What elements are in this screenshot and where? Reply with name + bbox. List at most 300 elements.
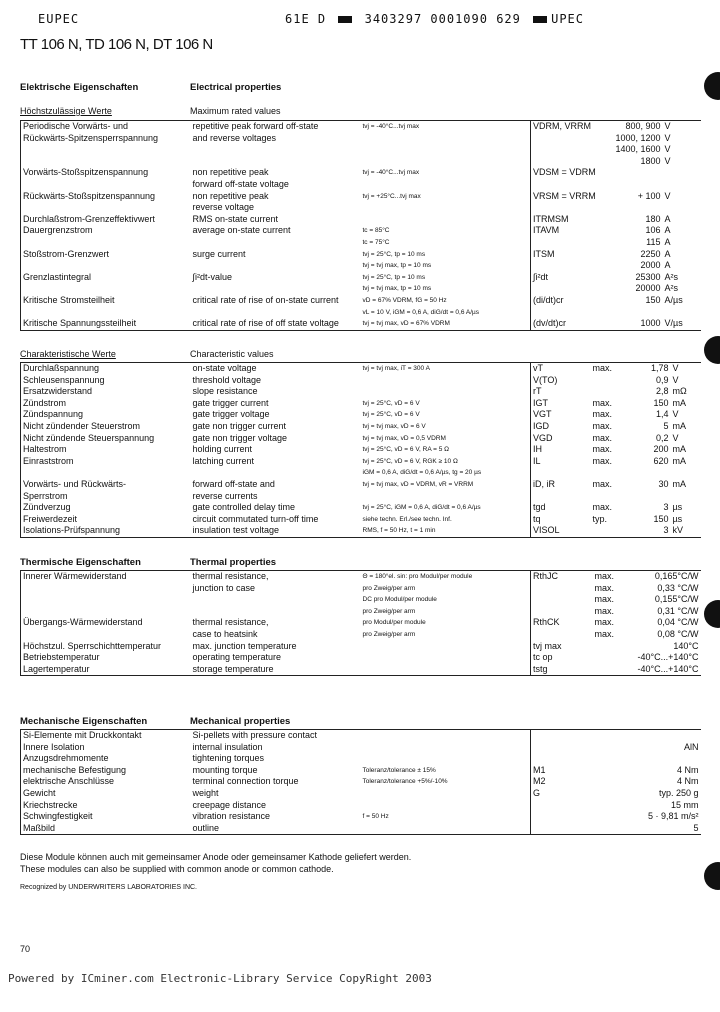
table-cell: (di/dt)cr bbox=[531, 295, 601, 307]
table-cell: V bbox=[672, 432, 679, 443]
table-row bbox=[21, 753, 701, 765]
table-cell bbox=[593, 652, 629, 664]
punch-hole-lower bbox=[704, 600, 720, 628]
black-block-mark bbox=[338, 16, 352, 23]
table-cell bbox=[601, 167, 663, 179]
table-cell: Zündspannung bbox=[21, 409, 191, 421]
punch-hole-bottom bbox=[704, 862, 720, 890]
table-cell bbox=[531, 202, 601, 214]
table-cell: tstg bbox=[531, 664, 593, 676]
table-cell bbox=[531, 629, 593, 641]
table-cell: 5 bbox=[663, 420, 669, 431]
table-row bbox=[21, 594, 701, 606]
table-cell: and reverse voltages bbox=[192, 132, 277, 143]
table-cell bbox=[531, 606, 593, 618]
table-cell bbox=[631, 467, 671, 479]
table-cell bbox=[21, 307, 191, 319]
table-cell: 150 bbox=[653, 513, 669, 524]
table-cell bbox=[531, 753, 601, 765]
table-cell bbox=[531, 144, 601, 156]
table-row bbox=[21, 776, 701, 788]
table-cell: Toleranz/tolerance ± 15% bbox=[362, 766, 436, 774]
table-cell bbox=[601, 202, 663, 214]
table-cell bbox=[361, 742, 531, 754]
table-cell: 3 bbox=[631, 525, 671, 537]
table-cell bbox=[663, 307, 701, 319]
table-row bbox=[21, 318, 701, 330]
table-cell: -40°C...+140°C bbox=[637, 652, 699, 663]
table-cell: elektrische Anschlüsse bbox=[21, 776, 191, 788]
table-cell: Grenzlastintegral bbox=[21, 272, 191, 284]
table-cell: V bbox=[664, 144, 671, 155]
table-cell bbox=[531, 583, 593, 595]
table-cell: IGD bbox=[531, 421, 591, 433]
table-cell: tvj = 25°C, tp = 10 ms bbox=[362, 250, 426, 258]
table-cell: Betriebstemperatur bbox=[21, 652, 191, 664]
table-cell: 2000 bbox=[640, 260, 661, 271]
table-cell: gate non trigger current bbox=[192, 420, 287, 431]
table-cell: M1 bbox=[531, 765, 601, 777]
table-row bbox=[21, 606, 701, 618]
table-row bbox=[21, 571, 701, 583]
table-cell bbox=[361, 156, 531, 168]
table-cell: 2,8 bbox=[655, 386, 669, 397]
table-row bbox=[21, 444, 701, 456]
table-cell: tc op bbox=[531, 652, 593, 664]
max-values-heading-en: Maximum rated values bbox=[190, 106, 281, 116]
table-cell: tvj = tvj max, vD = VDRM, vR = VRRM bbox=[362, 480, 474, 488]
table-cell: Höchstzul. Sperrschichttemperatur bbox=[21, 641, 191, 653]
table-cell: ITSM bbox=[531, 249, 601, 261]
mechanical-heading-en: Mechanical properties bbox=[190, 716, 291, 727]
table-cell: ITAVM bbox=[531, 225, 601, 237]
table-cell: V bbox=[672, 409, 679, 420]
table-cell: Gewicht bbox=[21, 788, 191, 800]
table-cell: Periodische Vorwärts- und bbox=[21, 121, 191, 133]
table-cell bbox=[593, 641, 629, 653]
table-cell bbox=[361, 144, 531, 156]
mechanical-table bbox=[20, 729, 701, 835]
table-cell: Vorwärts- und Rückwärts- bbox=[21, 479, 191, 491]
table-cell bbox=[671, 467, 701, 479]
table-cell: ∫i²dt-value bbox=[192, 271, 232, 282]
code-left: 61E D bbox=[285, 12, 327, 26]
table-cell bbox=[531, 467, 591, 479]
table-cell: 1800 bbox=[640, 155, 661, 166]
table-cell: µs bbox=[672, 513, 683, 524]
table-cell: max. bbox=[594, 628, 615, 639]
table-cell: f = 50 Hz bbox=[362, 813, 389, 821]
code-mid: 3403297 0001090 629 bbox=[364, 12, 521, 26]
table-cell bbox=[361, 375, 531, 387]
table-cell: Schleusenspannung bbox=[21, 375, 191, 387]
table-cell bbox=[663, 167, 701, 179]
table-cell bbox=[361, 753, 531, 765]
table-row bbox=[21, 133, 701, 145]
table-cell: 0,08 °C/W bbox=[657, 628, 699, 639]
table-cell: 115 bbox=[646, 236, 661, 247]
table-cell bbox=[361, 652, 531, 664]
table-cell: 25300 bbox=[635, 271, 661, 282]
page-title: TT 106 N, TD 106 N, DT 106 N bbox=[20, 36, 213, 53]
table-cell: A bbox=[664, 213, 671, 224]
table-cell: Kriechstrecke bbox=[21, 800, 191, 812]
table-cell: mA bbox=[672, 420, 686, 431]
table-cell: mA bbox=[672, 478, 686, 489]
table-cell: Freiwerdezeit bbox=[21, 514, 191, 526]
table-row bbox=[21, 467, 701, 479]
table-cell: max. junction temperature bbox=[192, 640, 297, 651]
table-cell: forward off-state and bbox=[192, 478, 275, 489]
table-cell: 20000 bbox=[635, 283, 661, 294]
table-cell: A²s bbox=[664, 271, 678, 282]
table-cell: mA bbox=[672, 397, 686, 408]
table-row bbox=[21, 237, 701, 249]
table-row bbox=[21, 179, 701, 191]
table-cell: Anzugsdrehmomente bbox=[21, 753, 191, 765]
table-cell bbox=[531, 307, 601, 319]
table-cell: max. bbox=[592, 432, 613, 443]
table-cell: iGM = 0,6 A, diG/dt = 0,6 A/µs, tg = 20 µs bbox=[362, 469, 482, 477]
table-row bbox=[21, 295, 701, 307]
table-cell: weight bbox=[192, 787, 219, 798]
table-cell bbox=[21, 202, 191, 214]
table-cell: vD = 67% VDRM, fG = 50 Hz bbox=[362, 296, 447, 304]
table-cell: V bbox=[671, 363, 701, 375]
table-row bbox=[21, 144, 701, 156]
table-cell: internal insulation bbox=[192, 741, 263, 752]
table-cell: forward off-state voltage bbox=[192, 178, 289, 189]
table-cell: terminal connection torque bbox=[192, 776, 299, 787]
table-cell: VGD bbox=[531, 433, 591, 445]
table-cell: G bbox=[531, 788, 601, 800]
table-cell bbox=[21, 156, 191, 168]
table-cell: 1000 bbox=[601, 318, 663, 330]
table-cell: 150 bbox=[645, 294, 661, 305]
document-code bbox=[285, 12, 584, 26]
table-row bbox=[21, 525, 701, 537]
table-cell: (dv/dt)cr bbox=[531, 318, 601, 330]
table-cell bbox=[191, 467, 361, 479]
table-cell: tvj = tvj max, vD = 6 V bbox=[362, 422, 426, 430]
table-cell: critical rate of rise of off state voltage bbox=[191, 318, 361, 330]
table-row bbox=[21, 641, 701, 653]
table-cell: max. bbox=[594, 582, 615, 593]
table-cell: 0,2 bbox=[655, 432, 669, 443]
table-row bbox=[21, 823, 701, 835]
table-cell: DC pro Modul/per module bbox=[362, 596, 437, 604]
table-row bbox=[21, 225, 701, 237]
table-cell bbox=[601, 753, 701, 765]
note-en: These modules can also be supplied with common anode or common cathode. bbox=[20, 864, 334, 874]
table-cell: rT bbox=[531, 386, 591, 398]
electrical-heading-en: Electrical properties bbox=[190, 82, 282, 93]
table-cell: 1,78 bbox=[631, 363, 671, 375]
table-cell bbox=[361, 641, 531, 653]
table-cell: 2250 bbox=[640, 248, 661, 259]
characteristic-heading-en: Characteristic values bbox=[190, 349, 274, 359]
table-cell: 0,165°C/W bbox=[629, 571, 701, 583]
table-row bbox=[21, 260, 701, 272]
table-row bbox=[21, 398, 701, 410]
table-cell: RthJC bbox=[531, 571, 593, 583]
table-cell: 3 bbox=[663, 502, 669, 513]
table-cell: A bbox=[664, 248, 671, 259]
table-cell: gate trigger current bbox=[192, 397, 269, 408]
table-cell: max. bbox=[592, 444, 613, 455]
table-cell: mA bbox=[672, 444, 686, 455]
table-row bbox=[21, 629, 701, 641]
table-cell: VISOL bbox=[531, 525, 591, 537]
table-cell: tvj = -40°C...tvj max bbox=[361, 121, 531, 133]
table-row bbox=[21, 421, 701, 433]
table-cell bbox=[663, 202, 701, 214]
punch-hole-upper bbox=[704, 336, 720, 364]
table-row bbox=[21, 283, 701, 295]
table-cell bbox=[361, 823, 531, 835]
table-row bbox=[21, 191, 701, 203]
table-cell: 0,33 °C/W bbox=[657, 582, 699, 593]
table-cell bbox=[191, 144, 361, 156]
table-cell bbox=[601, 179, 663, 191]
table-cell: non repetitive peak bbox=[192, 167, 269, 178]
table-cell: vibration resistance bbox=[192, 811, 271, 822]
table-cell bbox=[593, 664, 629, 676]
table-cell bbox=[21, 583, 191, 595]
table-cell bbox=[531, 260, 601, 272]
table-row bbox=[21, 514, 701, 526]
table-cell: Vorwärts-Stoßspitzenspannung bbox=[21, 167, 191, 179]
table-cell: VDRM, VRRM bbox=[531, 121, 601, 133]
table-cell: A²s bbox=[664, 283, 678, 294]
table-cell: tightening torques bbox=[192, 753, 265, 764]
table-cell: siehe techn. Erl./see techn. Inf. bbox=[362, 515, 452, 523]
table-cell: average on-state current bbox=[192, 225, 291, 236]
table-cell: slope resistance bbox=[192, 386, 258, 397]
table-cell: tvj max bbox=[531, 641, 593, 653]
table-cell: max. bbox=[594, 617, 615, 628]
table-cell: RthCK bbox=[531, 617, 593, 629]
table-cell: A bbox=[664, 236, 671, 247]
table-cell: vT bbox=[531, 363, 591, 375]
table-cell bbox=[531, 742, 601, 754]
table-cell bbox=[191, 156, 361, 168]
footer-copyright: Powered by ICminer.com Electronic-Library Service CopyRight 2003 bbox=[8, 972, 432, 985]
table-cell: thermal resistance, bbox=[192, 617, 269, 628]
table-cell: Innere Isolation bbox=[21, 742, 191, 754]
table-cell: max. bbox=[592, 478, 613, 489]
table-cell: max. bbox=[591, 363, 631, 375]
table-cell: non repetitive peak bbox=[192, 190, 269, 201]
table-cell bbox=[361, 386, 531, 398]
characteristic-table bbox=[20, 362, 701, 538]
table-cell bbox=[531, 823, 601, 835]
table-cell bbox=[21, 594, 191, 606]
table-cell: Nicht zündende Steuerspannung bbox=[21, 433, 191, 445]
table-cell: 4 Nm bbox=[676, 776, 699, 787]
table-row bbox=[21, 491, 701, 503]
table-cell: ITRMSM bbox=[531, 214, 601, 226]
table-cell bbox=[21, 629, 191, 641]
table-cell: µs bbox=[672, 502, 683, 513]
table-cell: tvj = 25°C, vD = 6 V bbox=[362, 411, 420, 419]
table-cell bbox=[671, 491, 701, 503]
table-cell bbox=[531, 594, 593, 606]
table-cell: tvj = 25°C, iGM = 0,6 A, diG/dt = 0,6 A/µs bbox=[362, 504, 481, 512]
table-cell: Si-pellets with pressure contact bbox=[191, 730, 361, 742]
table-row bbox=[21, 788, 701, 800]
table-cell: pro Modul/per module bbox=[362, 619, 426, 627]
table-cell bbox=[21, 283, 191, 295]
brand-logo-text: EUPEC bbox=[38, 12, 80, 26]
table-cell: 620 bbox=[653, 455, 669, 466]
table-cell: 4 Nm bbox=[676, 764, 699, 775]
table-cell: Übergangs-Wärmewiderstand bbox=[21, 617, 191, 629]
table-cell: max. bbox=[592, 420, 613, 431]
table-row bbox=[21, 272, 701, 284]
table-cell: case to heatsink bbox=[192, 628, 258, 639]
table-cell: threshold voltage bbox=[192, 374, 262, 385]
table-cell bbox=[191, 283, 361, 295]
table-cell bbox=[191, 237, 361, 249]
table-row bbox=[21, 502, 701, 514]
table-row bbox=[21, 617, 701, 629]
table-row bbox=[21, 583, 701, 595]
table-row bbox=[21, 664, 701, 676]
table-cell bbox=[361, 800, 531, 812]
note-de: Diese Module können auch mit gemeinsamer Anode oder gemeinsamer Kathode geliefert werden. bbox=[20, 852, 412, 862]
table-cell bbox=[191, 260, 361, 272]
table-cell: Sperrstrom bbox=[21, 491, 191, 503]
table-cell: Maßbild bbox=[21, 823, 191, 835]
table-row bbox=[21, 800, 701, 812]
table-cell bbox=[361, 202, 531, 214]
table-cell: Kritische Stromsteilheit bbox=[21, 295, 191, 307]
table-cell: 15 mm bbox=[670, 799, 699, 810]
table-cell: 0,04 °C/W bbox=[657, 617, 699, 628]
table-cell: operating temperature bbox=[192, 652, 282, 663]
table-cell: iD, iR bbox=[531, 479, 591, 491]
table-cell: Zündverzug bbox=[21, 502, 191, 514]
table-cell: kV bbox=[671, 525, 701, 537]
table-cell: max. bbox=[592, 502, 613, 513]
table-row bbox=[21, 409, 701, 421]
table-cell bbox=[21, 467, 191, 479]
table-cell: 106 bbox=[645, 225, 661, 236]
table-cell: 1,4 bbox=[655, 409, 669, 420]
table-cell: tvj = 25°C, vD = 6 V bbox=[362, 399, 420, 407]
table-cell: Nicht zündender Steuerstrom bbox=[21, 421, 191, 433]
table-cell: AlN bbox=[683, 741, 699, 752]
table-cell: gate trigger voltage bbox=[192, 409, 270, 420]
table-cell bbox=[591, 525, 631, 537]
table-cell: -40°C...+140°C bbox=[629, 664, 701, 676]
table-cell bbox=[591, 386, 631, 398]
table-cell: VRSM = VRRM bbox=[531, 191, 601, 203]
table-cell: tq bbox=[531, 514, 591, 526]
table-cell: latching current bbox=[192, 455, 255, 466]
table-cell: Haltestrom bbox=[21, 444, 191, 456]
table-cell: tvj = tvj max, iT = 300 A bbox=[361, 363, 531, 375]
table-cell: critical rate of rise of on-state current bbox=[192, 294, 339, 305]
table-cell bbox=[531, 133, 601, 145]
table-row bbox=[21, 479, 701, 491]
ul-recognition: Recognized by UNDERWRITERS LABORATORIES INC. bbox=[20, 884, 197, 891]
table-cell bbox=[531, 237, 601, 249]
table-cell: tvj = 25°C, vD = 6 V, RA = 5 Ω bbox=[362, 446, 450, 454]
table-cell: VGT bbox=[531, 409, 591, 421]
table-cell bbox=[361, 730, 531, 742]
table-cell: junction to case bbox=[192, 582, 256, 593]
table-cell: Schwingfestigkeit bbox=[21, 811, 191, 823]
table-cell: tvj = 25°C, tp = 10 ms bbox=[362, 273, 426, 281]
table-cell bbox=[361, 788, 531, 800]
table-cell bbox=[531, 811, 601, 823]
table-cell: V(TO) bbox=[531, 375, 591, 387]
table-cell: tvj = tvj max, vD = 0,5 VDRM bbox=[362, 434, 446, 442]
table-cell: 180 bbox=[645, 213, 661, 224]
table-cell bbox=[663, 179, 701, 191]
table-cell bbox=[361, 664, 531, 676]
table-row bbox=[21, 730, 701, 742]
table-cell: max. bbox=[592, 455, 613, 466]
table-cell bbox=[191, 307, 361, 319]
table-cell bbox=[21, 606, 191, 618]
table-cell: V bbox=[672, 374, 679, 385]
table-cell: mΩ bbox=[672, 386, 687, 397]
table-cell: max. bbox=[594, 605, 615, 616]
table-cell: 1400, 1600 bbox=[615, 144, 661, 155]
table-cell: thermal resistance, bbox=[191, 571, 361, 583]
table-cell: 0,9 bbox=[655, 374, 669, 385]
table-cell bbox=[531, 179, 601, 191]
table-cell: Dauergrenzstrom bbox=[21, 225, 191, 237]
table-cell: 1000, 1200 bbox=[615, 132, 661, 143]
table-cell: tvj = tvj max, tp = 10 ms bbox=[362, 262, 432, 270]
table-cell: Stoßstrom-Grenzwert bbox=[21, 249, 191, 261]
table-cell: A/µs bbox=[664, 294, 683, 305]
table-cell: Einraststrom bbox=[21, 456, 191, 468]
table-cell: mA bbox=[672, 455, 686, 466]
table-cell: typ. 250 g bbox=[658, 787, 699, 798]
table-cell: 0,31 °C/W bbox=[657, 605, 699, 616]
table-cell: tvj = tvj max, tp = 10 ms bbox=[362, 285, 432, 293]
page-number: 70 bbox=[20, 944, 31, 954]
table-cell: Durchlaßspannung bbox=[21, 363, 191, 375]
table-cell: Rückwärts-Stoßspitzenspannung bbox=[21, 191, 191, 203]
table-cell: tvj = +25°C...tvj max bbox=[362, 192, 421, 200]
table-cell: vL = 10 V, iGM = 0,6 A, diG/dt = 0,6 A/µs bbox=[362, 308, 480, 316]
table-cell: Zündstrom bbox=[21, 398, 191, 410]
table-row bbox=[21, 307, 701, 319]
table-cell: 30 bbox=[658, 478, 669, 489]
table-cell: circuit commutated turn-off time bbox=[192, 513, 319, 524]
table-cell: max. bbox=[592, 409, 613, 420]
max-values-heading-de: Höchstzulässige Werte bbox=[20, 106, 112, 116]
table-cell: tc = 85°C bbox=[362, 227, 390, 235]
table-cell bbox=[361, 214, 531, 226]
table-row bbox=[21, 742, 701, 754]
table-row bbox=[21, 433, 701, 445]
table-cell bbox=[191, 594, 361, 606]
table-cell bbox=[591, 491, 631, 503]
table-cell: on-state voltage bbox=[191, 363, 361, 375]
table-cell: 150 bbox=[653, 397, 669, 408]
punch-hole-top bbox=[704, 72, 720, 100]
table-cell: surge current bbox=[192, 248, 246, 259]
table-cell: max. bbox=[593, 571, 629, 583]
table-row bbox=[21, 386, 701, 398]
